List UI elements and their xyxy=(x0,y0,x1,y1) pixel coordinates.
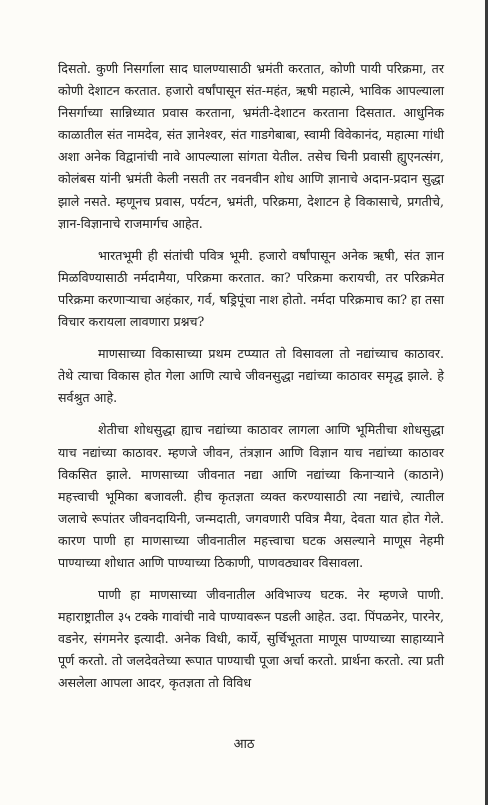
page-number: आठ xyxy=(233,737,255,752)
paragraph-5: पाणी हा माणसाच्या जीवनातील अविभाज्य घटक. नेर म्हणजे पाणी. महाराष्ट्रातील ३५ टक्के गावांची नावे पाण्यावरून पडली आहेत. उदा. पिंपळनेर, पारनेर, वडनेर, संगमनेर इत्यादी. अनेक विधी, कार्ये, सुर्चिभूतता माणूस पाण्याच्या साहाय्याने पूर्ण करतो. तो जलदेवतेच्या रूपात पाण्याची पूजा अर्चा करतो. प्रार्थना करतो. त्या प्रती असलेला आपला आदर, कृतज्ञता तो विविध xyxy=(58,587,444,691)
paragraph-4: शेतीचा शोधसुद्धा ह्याच नद्यांच्या काठावर लागला आणि भूमितीचा शोधसुद्धा याच नद्यांच्या काठावर. म्हणजे जीवन, तंत्रज्ञान आणि विज्ञान याच नद्यांच्या काठावर विकसित झाले. माणसाच्या जीवनात नद्या आणि नद्यांच्या किनाऱ्याने (काठाने) महत्त्वाची भूमिका बजावली. हीच कृतज्ञता व्यक्त करण्यासाठी त्या नद्यांचे, त्यातील जलाचे रूपांतर जीवनदायिनी, जन्मदाती, जगवणारी पवित्र मैया, देवता यात होत गेले. कारण पाणी हा माणसाच्या जीवनातील महत्त्वाचा घटक असल्याने माणूस नेहमी पाण्याच्या शोधात आणि पाण्याच्या ठिकाणी, पाणवठ्यावर विसावला. xyxy=(58,422,444,570)
paragraph-3: माणसाच्या विकासाच्या प्रथम टप्प्यात तो विसावला तो नद्यांच्याच काठावर. तेथे त्याचा विकास होत गेला आणि त्याचे जीवनसुद्धा नद्यांच्या काठावर समृद्ध झाले. हे सर्वश्रुत आहे. xyxy=(58,346,444,406)
paragraph-1: दिसतो. कुणी निसर्गाला साद घालण्यासाठी भ्रमंती करतात, कोणी पायी परिक्रमा, तर कोणी देशाटन करतात. हजारो वर्षांपासून संत-महंत, ऋषी महात्मे, भाविक आपल्याला निसर्गाच्या सान्निध्यात प्रवास करताना, भ्रमंती-देशाटन करताना दिसतात. आधुनिक काळातील संत नामदेव, संत ज्ञानेश्वर, संत गाडगेबाबा, स्वामी विवेकानंद, महात्मा गांधी अशा अनेक विद्वानांची नावे आपल्याला सांगता येतील. तसेच चिनी प्रवासी ह्युएनत्संग, कोलंबस यांनी भ्रमंती केली नसती तर नवनवीन शोध आणि ज्ञानाचे अदान-प्रदान सुद्धा झाले नसते. म्हणूनच प्रवास, पर्यटन, भ्रमंती, परिक्रमा, देशाटन हे विकासाचे, प्रगतीचे, ज्ञान-विज्ञानाचे राजमार्गच आहेत. xyxy=(58,61,444,231)
paragraph-2: भारतभूमी ही संतांची पवित्र भूमी. हजारो वर्षांपासून अनेक ऋषी, संत ज्ञान मिळविण्यासाठी नर्मदामैया, परिक्रमा करतात. का? परिक्रमा करायची, तर परिक्रमेत परिक्रमा करणाऱ्याचा अहंकार, गर्व, षड्रिपूंचा नाश होतो. नर्मदा परिक्रमाच का? हा तसा विचार करायला लावणारा प्रश्नच? xyxy=(58,247,444,330)
